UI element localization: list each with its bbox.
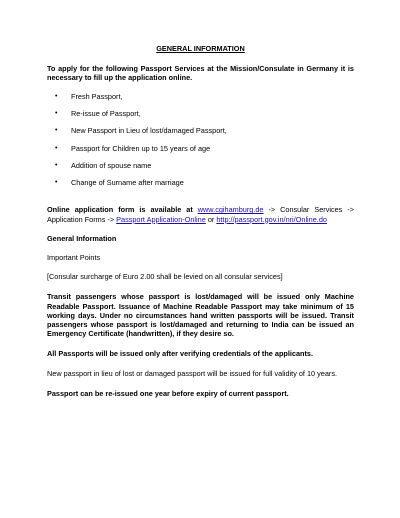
service-fresh-passport: Fresh Passport, [71,91,123,101]
passport-gov-link[interactable]: http://passport.gov.in/nri/Online.do [216,214,327,224]
reissue-passport-text: Passport can be re-issued one year before expiry of current passport. [47,388,289,398]
cgihamburg-link[interactable]: www.cgihamburg.de [197,205,264,215]
intro-paragraph: To apply for the following Passport Services at the Mission/Consulate in Germany it is necessary to fill up the application online. [47,64,354,83]
service-lost-damaged-passport: New Passport in Lieu of lost/damaged Passport, [71,126,227,136]
bullet-icon: • [55,92,58,100]
list-item [47,161,354,178]
list-item [47,178,354,195]
list-item [47,144,354,161]
bullet-icon: • [55,161,58,169]
services-list [47,92,354,196]
transit-passengers-paragraph: Transit passengers whose passport is lost/damaged will be issued only Machine Readable Passport. Issuance of Machine Readable Passport may take minimum of 15 working days. Under no circumstances hand written passports will be issued. Transit passengers whose passport is lost/damaged and returning to India can be issued an Emergency Certificate (handwritten), if they desire so. [47,292,354,339]
list-item [47,92,354,109]
bullet-icon: • [55,144,58,152]
general-information-heading: General Information [47,233,117,243]
service-reissue-passport: Re-issue of Passport, [71,108,141,118]
list-item [47,109,354,126]
bullet-icon: • [55,109,58,117]
bullet-icon: • [55,127,58,135]
all-passports-paragraph: All Passports will be issued only after verifying credentials of the applicants. [47,349,314,359]
online-lead-text: Online application form is available at [47,205,193,215]
important-points-text: Important Points [47,253,101,262]
new-passport-validity-text: New passport in lieu of lost or damaged passport will be issued for full validity of 10 years. [47,368,337,378]
consular-surcharge-text: [Consular surcharge of Euro 2.00 shall be levied on all consular services] [47,272,283,282]
online-application-paragraph [47,205,354,223]
service-change-surname: Change of Surname after marriage [71,178,184,188]
online-path-text: -> Consular Services -> Application Forms -> [47,205,354,224]
service-children-passport: Passport for Children up to 15 years of age [71,143,211,153]
service-spouse-name: Addition of spouse name [71,160,152,170]
passport-application-online-link[interactable]: Passport Application-Online [116,214,206,224]
online-or-text: or [205,214,217,224]
list-item [47,126,354,143]
page-title: GENERAL INFORMATION [156,44,245,53]
bullet-icon: • [55,179,58,187]
